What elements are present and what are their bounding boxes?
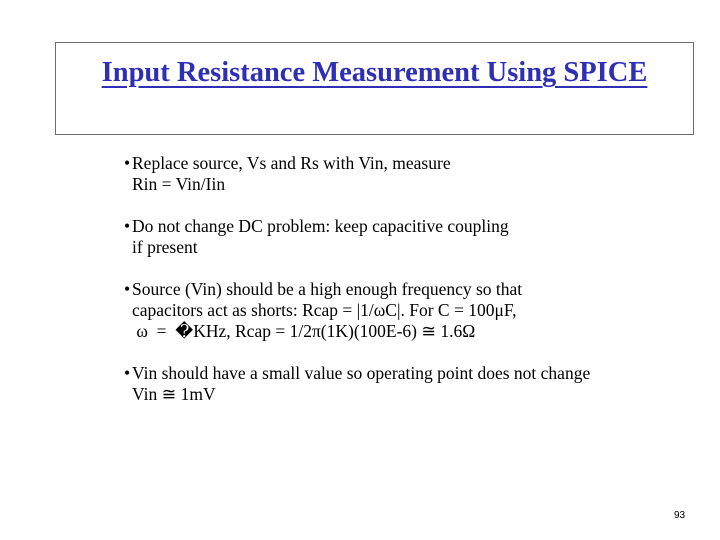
bullet-item [124, 363, 704, 405]
bullet-line: capacitors act as shorts: Rcap = |1/ωC|. For C = 100μF, [132, 300, 517, 320]
bullet-list [124, 153, 704, 426]
bullet-marker: • [124, 363, 131, 383]
bullet-line: Rin = Vin/Iin [132, 174, 226, 194]
bullet-line: if present [132, 237, 198, 257]
bullet-item [124, 216, 704, 258]
title-box [55, 42, 694, 135]
bullet-item [124, 153, 704, 195]
bullet-line: ω = �KHz, Rcap = 1/2π(1K)(100E-6) ≅ 1.6Ω [132, 321, 476, 341]
bullet-marker: • [124, 153, 131, 173]
bullet-line: Vin should have a small value so operating point does not change [132, 363, 591, 383]
page-number: 93 [674, 510, 686, 521]
bullet-item [124, 279, 704, 342]
bullet-line: Vin ≅ 1mV [132, 384, 216, 404]
bullet-marker: • [124, 216, 131, 236]
slide-title: Input Resistance Measurement Using SPICE [101, 57, 648, 88]
bullet-line: Replace source, Vs and Rs with Vin, measure [132, 153, 451, 173]
bullet-line: Source (Vin) should be a high enough frequency so that [132, 279, 523, 299]
bullet-line: Do not change DC problem: keep capacitive coupling [132, 216, 509, 236]
bullet-marker: • [124, 279, 131, 299]
